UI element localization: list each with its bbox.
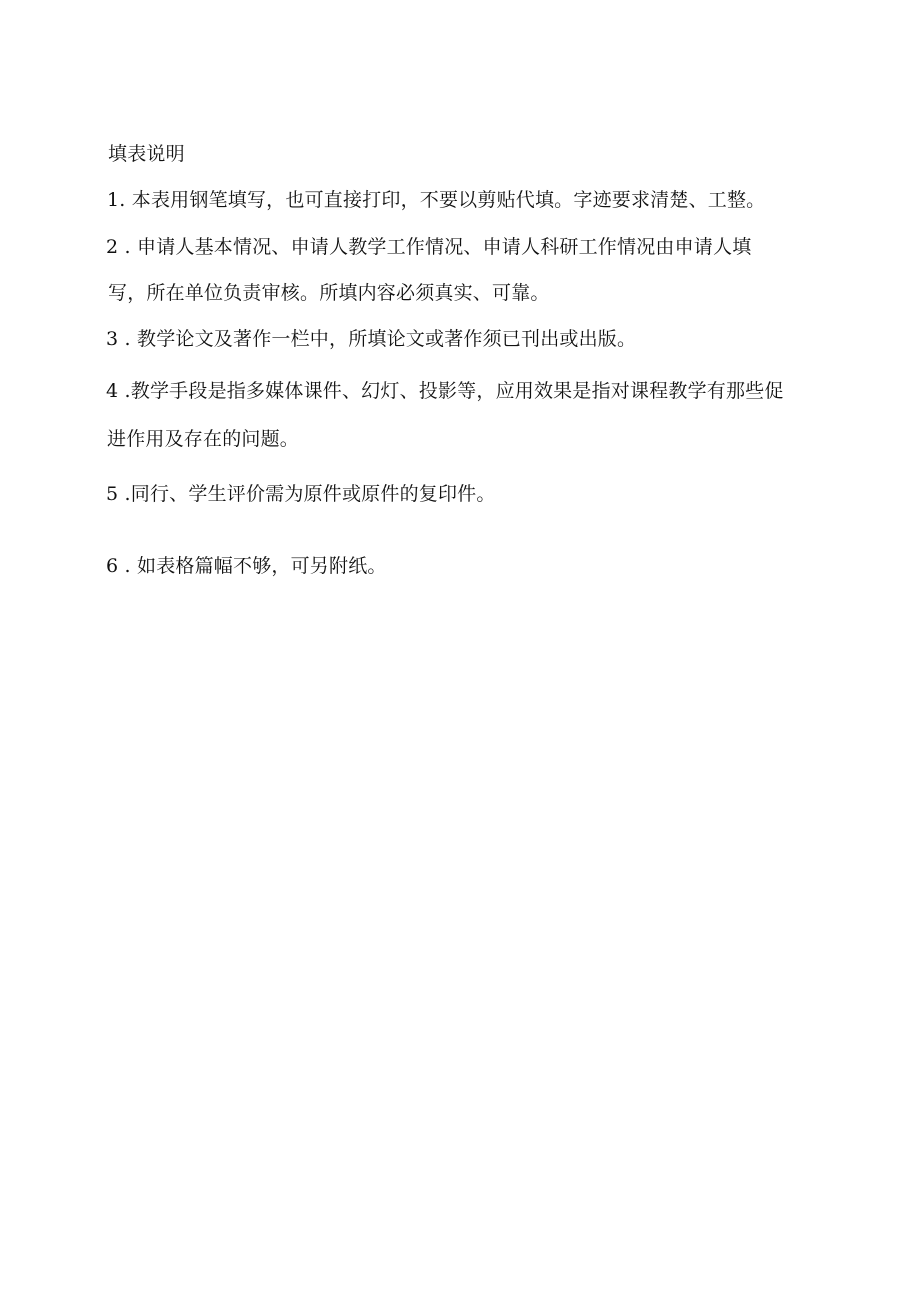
instruction-item-4-line-2: 进作用及存在的问题。	[107, 428, 300, 450]
instruction-item-3: 3 . 教学论文及著作一栏中，所填论文或著作须已刊出或出版。	[106, 328, 637, 350]
instruction-item-2-line-2: 写，所在单位负责审核。所填内容必须真实、可靠。	[108, 282, 550, 304]
instruction-item-2-line-1: 2 . 申请人基本情况、申请人教学工作情况、申请人科研工作情况由申请人填	[106, 236, 752, 258]
instruction-item-1: 1. 本表用钢笔填写，也可直接打印，不要以剪贴代填。字迹要求清楚、工整。	[107, 189, 766, 211]
instruction-item-4-line-1: 4 .教学手段是指多媒体课件、幻灯、投影等，应用效果是指对课程教学有那些促	[106, 380, 784, 402]
page-title: 填表说明	[108, 143, 185, 165]
instruction-item-5: 5 .同行、学生评价需为原件或原件的复印件。	[106, 483, 496, 505]
instruction-item-6: 6 . 如表格篇幅不够，可另附纸。	[106, 555, 387, 577]
